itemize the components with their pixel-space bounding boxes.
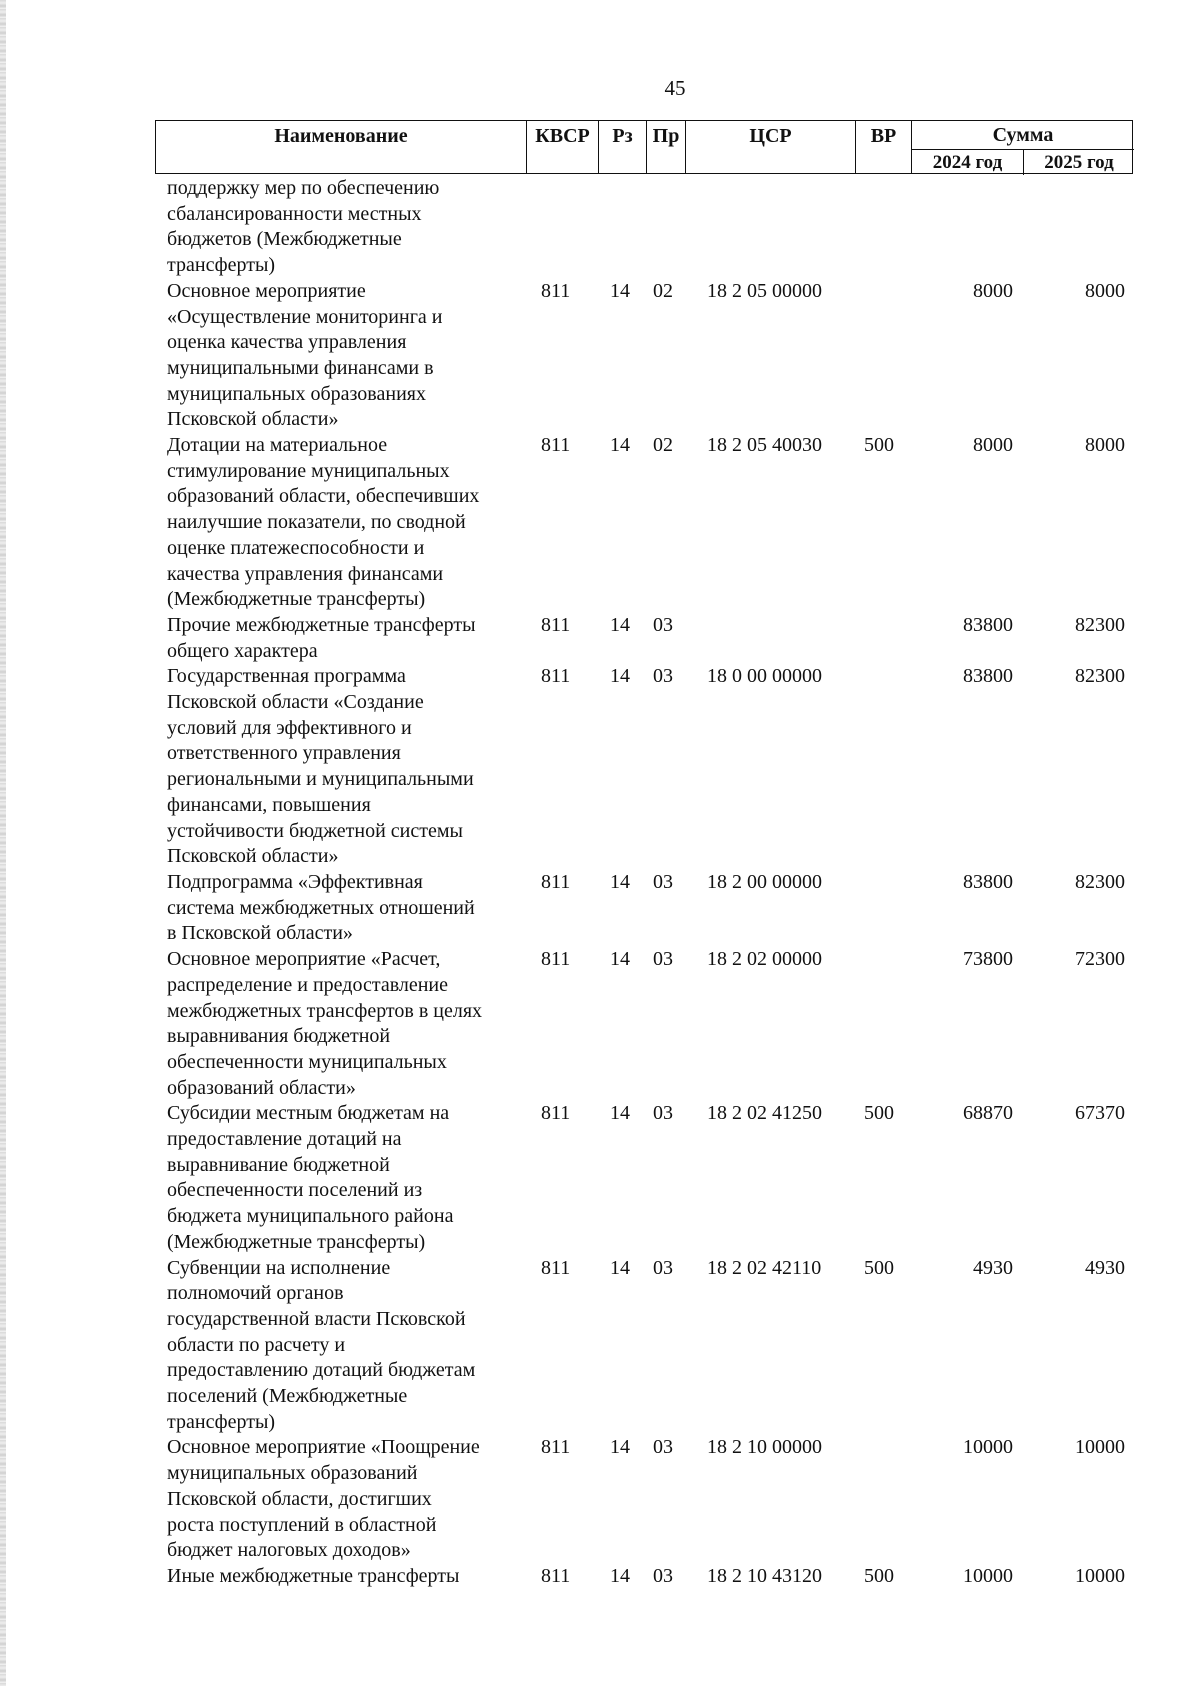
table-row [0, 279, 1200, 433]
row-kvsr: 811 [541, 434, 571, 457]
row-sum-2025: 8000 [1085, 279, 1125, 302]
row-sum-2025: 82300 [1075, 665, 1125, 688]
row-sum-2024: 83800 [963, 870, 1013, 893]
row-pr: 02 [653, 279, 673, 302]
row-name: Основное мероприятие «Расчет, распределение и предоставление межбюджетных трансфертов в целях выравнивания бюджетной обеспеченности муниципальных образований области» [167, 948, 483, 1099]
row-pr: 03 [653, 1256, 673, 1279]
table-header [155, 120, 1133, 174]
row-csr: 18 2 02 00000 [707, 948, 822, 971]
row-name: поддержку мер по обеспечению сбалансированности местных бюджетов (Межбюджетные трансферты) [167, 177, 440, 277]
row-pr: 03 [653, 870, 673, 893]
row-name: Прочие межбюджетные трансферты общего характера [167, 613, 476, 662]
row-kvsr: 811 [541, 279, 571, 302]
header-year-2024: 2024 год [912, 150, 1024, 175]
row-csr: 18 2 00 00000 [707, 870, 822, 893]
row-csr: 18 2 10 43120 [707, 1564, 822, 1587]
row-name: Основное мероприятие «Осуществление мониторинга и оценка качества управления муниципальными финансами в муниципальных образованиях Псковской области» [167, 279, 443, 431]
header-csr: ЦСР [686, 121, 856, 173]
row-rz: 14 [610, 1564, 630, 1587]
table-row [0, 1564, 1200, 1590]
table-row [0, 870, 1200, 947]
row-csr: 18 2 05 00000 [707, 279, 822, 302]
header-sum-group [912, 121, 1134, 173]
row-kvsr: 811 [541, 948, 571, 971]
row-rz: 14 [610, 870, 630, 893]
row-rz: 14 [610, 948, 630, 971]
row-sum-2025: 10000 [1075, 1564, 1125, 1587]
table-row [0, 613, 1200, 664]
table-row [0, 664, 1200, 870]
row-rz: 14 [610, 434, 630, 457]
row-csr: 18 0 00 00000 [707, 665, 822, 688]
row-name: Государственная программа Псковской области «Создание условий для эффективного и ответственного управления региональными и муниципальными финансами, повышения устойчивости бюджетной системы Псковской области» [167, 665, 474, 868]
row-sum-2025: 67370 [1075, 1102, 1125, 1125]
row-sum-2025: 82300 [1075, 870, 1125, 893]
row-rz: 14 [610, 1256, 630, 1279]
row-csr: 18 2 10 00000 [707, 1436, 822, 1459]
table-row [0, 433, 1200, 613]
page-number: 45 [664, 76, 686, 100]
row-rz: 14 [610, 279, 630, 302]
table-body [0, 176, 1200, 1590]
row-sum-2025: 10000 [1075, 1436, 1125, 1459]
row-rz: 14 [610, 665, 630, 688]
table-row [0, 1256, 1200, 1436]
row-kvsr: 811 [541, 613, 571, 636]
table-row [0, 1435, 1200, 1564]
row-sum-2024: 8000 [973, 279, 1013, 302]
row-vr: 500 [864, 1256, 894, 1279]
table-row [0, 176, 1200, 279]
row-sum-2024: 68870 [963, 1102, 1013, 1125]
table-row [0, 947, 1200, 1101]
row-kvsr: 811 [541, 1256, 571, 1279]
row-sum-2024: 83800 [963, 665, 1013, 688]
row-kvsr: 811 [541, 665, 571, 688]
row-name: Субсидии местным бюджетам на предоставление дотаций на выравнивание бюджетной обеспеченности поселений из бюджета муниципального района (Межбюджетные трансферты) [167, 1102, 454, 1253]
row-sum-2024: 8000 [973, 434, 1013, 457]
row-kvsr: 811 [541, 870, 571, 893]
row-name: Основное мероприятие «Поощрение муниципальных образований Псковской области, достигших роста поступлений в областной бюджет налоговых доходов» [167, 1436, 480, 1562]
row-pr: 03 [653, 1436, 673, 1459]
header-name: Наименование [156, 121, 527, 173]
row-name: Дотации на материальное стимулирование муниципальных образований области, обеспечивших наилучшие показатели, по сводной оценке платежеспособности и качества управления финансами (Межбюджетные трансферты) [167, 434, 480, 611]
row-sum-2025: 4930 [1085, 1256, 1125, 1279]
row-csr: 18 2 05 40030 [707, 434, 822, 457]
row-sum-2024: 10000 [963, 1564, 1013, 1587]
header-year-2025: 2025 год [1044, 151, 1114, 173]
row-rz: 14 [610, 613, 630, 636]
row-vr: 500 [864, 434, 894, 457]
header-sum: Сумма [912, 121, 1134, 150]
row-name: Субвенции на исполнение полномочий органов государственной власти Псковской области по расчету и предоставлению дотаций бюджетам поселений (Межбюджетные трансферты) [167, 1256, 476, 1433]
header-pr: Пр [647, 121, 686, 173]
header-rz: Рз [599, 121, 647, 173]
row-pr: 03 [653, 613, 673, 636]
row-sum-2024: 83800 [963, 613, 1013, 636]
row-kvsr: 811 [541, 1436, 571, 1459]
row-sum-2024: 4930 [973, 1256, 1013, 1279]
row-pr: 03 [653, 1102, 673, 1125]
row-csr: 18 2 02 42110 [707, 1256, 822, 1279]
row-name: Иные межбюджетные трансферты [167, 1564, 460, 1587]
row-pr: 03 [653, 948, 673, 971]
row-csr: 18 2 02 41250 [707, 1102, 822, 1125]
header-kvsr: КВСР [527, 121, 599, 173]
row-kvsr: 811 [541, 1564, 571, 1587]
row-sum-2024: 10000 [963, 1436, 1013, 1459]
row-vr: 500 [864, 1564, 894, 1587]
row-sum-2025: 82300 [1075, 613, 1125, 636]
row-rz: 14 [610, 1102, 630, 1125]
row-pr: 03 [653, 665, 673, 688]
row-kvsr: 811 [541, 1102, 571, 1125]
row-sum-2025: 8000 [1085, 434, 1125, 457]
row-sum-2024: 73800 [963, 948, 1013, 971]
row-name: Подпрограмма «Эффективная система межбюджетных отношений в Псковской области» [167, 870, 475, 945]
row-sum-2025: 72300 [1075, 948, 1125, 971]
row-pr: 02 [653, 434, 673, 457]
row-pr: 03 [653, 1564, 673, 1587]
row-rz: 14 [610, 1436, 630, 1459]
table-row [0, 1101, 1200, 1255]
row-vr: 500 [864, 1102, 894, 1125]
header-vr: ВР [856, 121, 912, 173]
